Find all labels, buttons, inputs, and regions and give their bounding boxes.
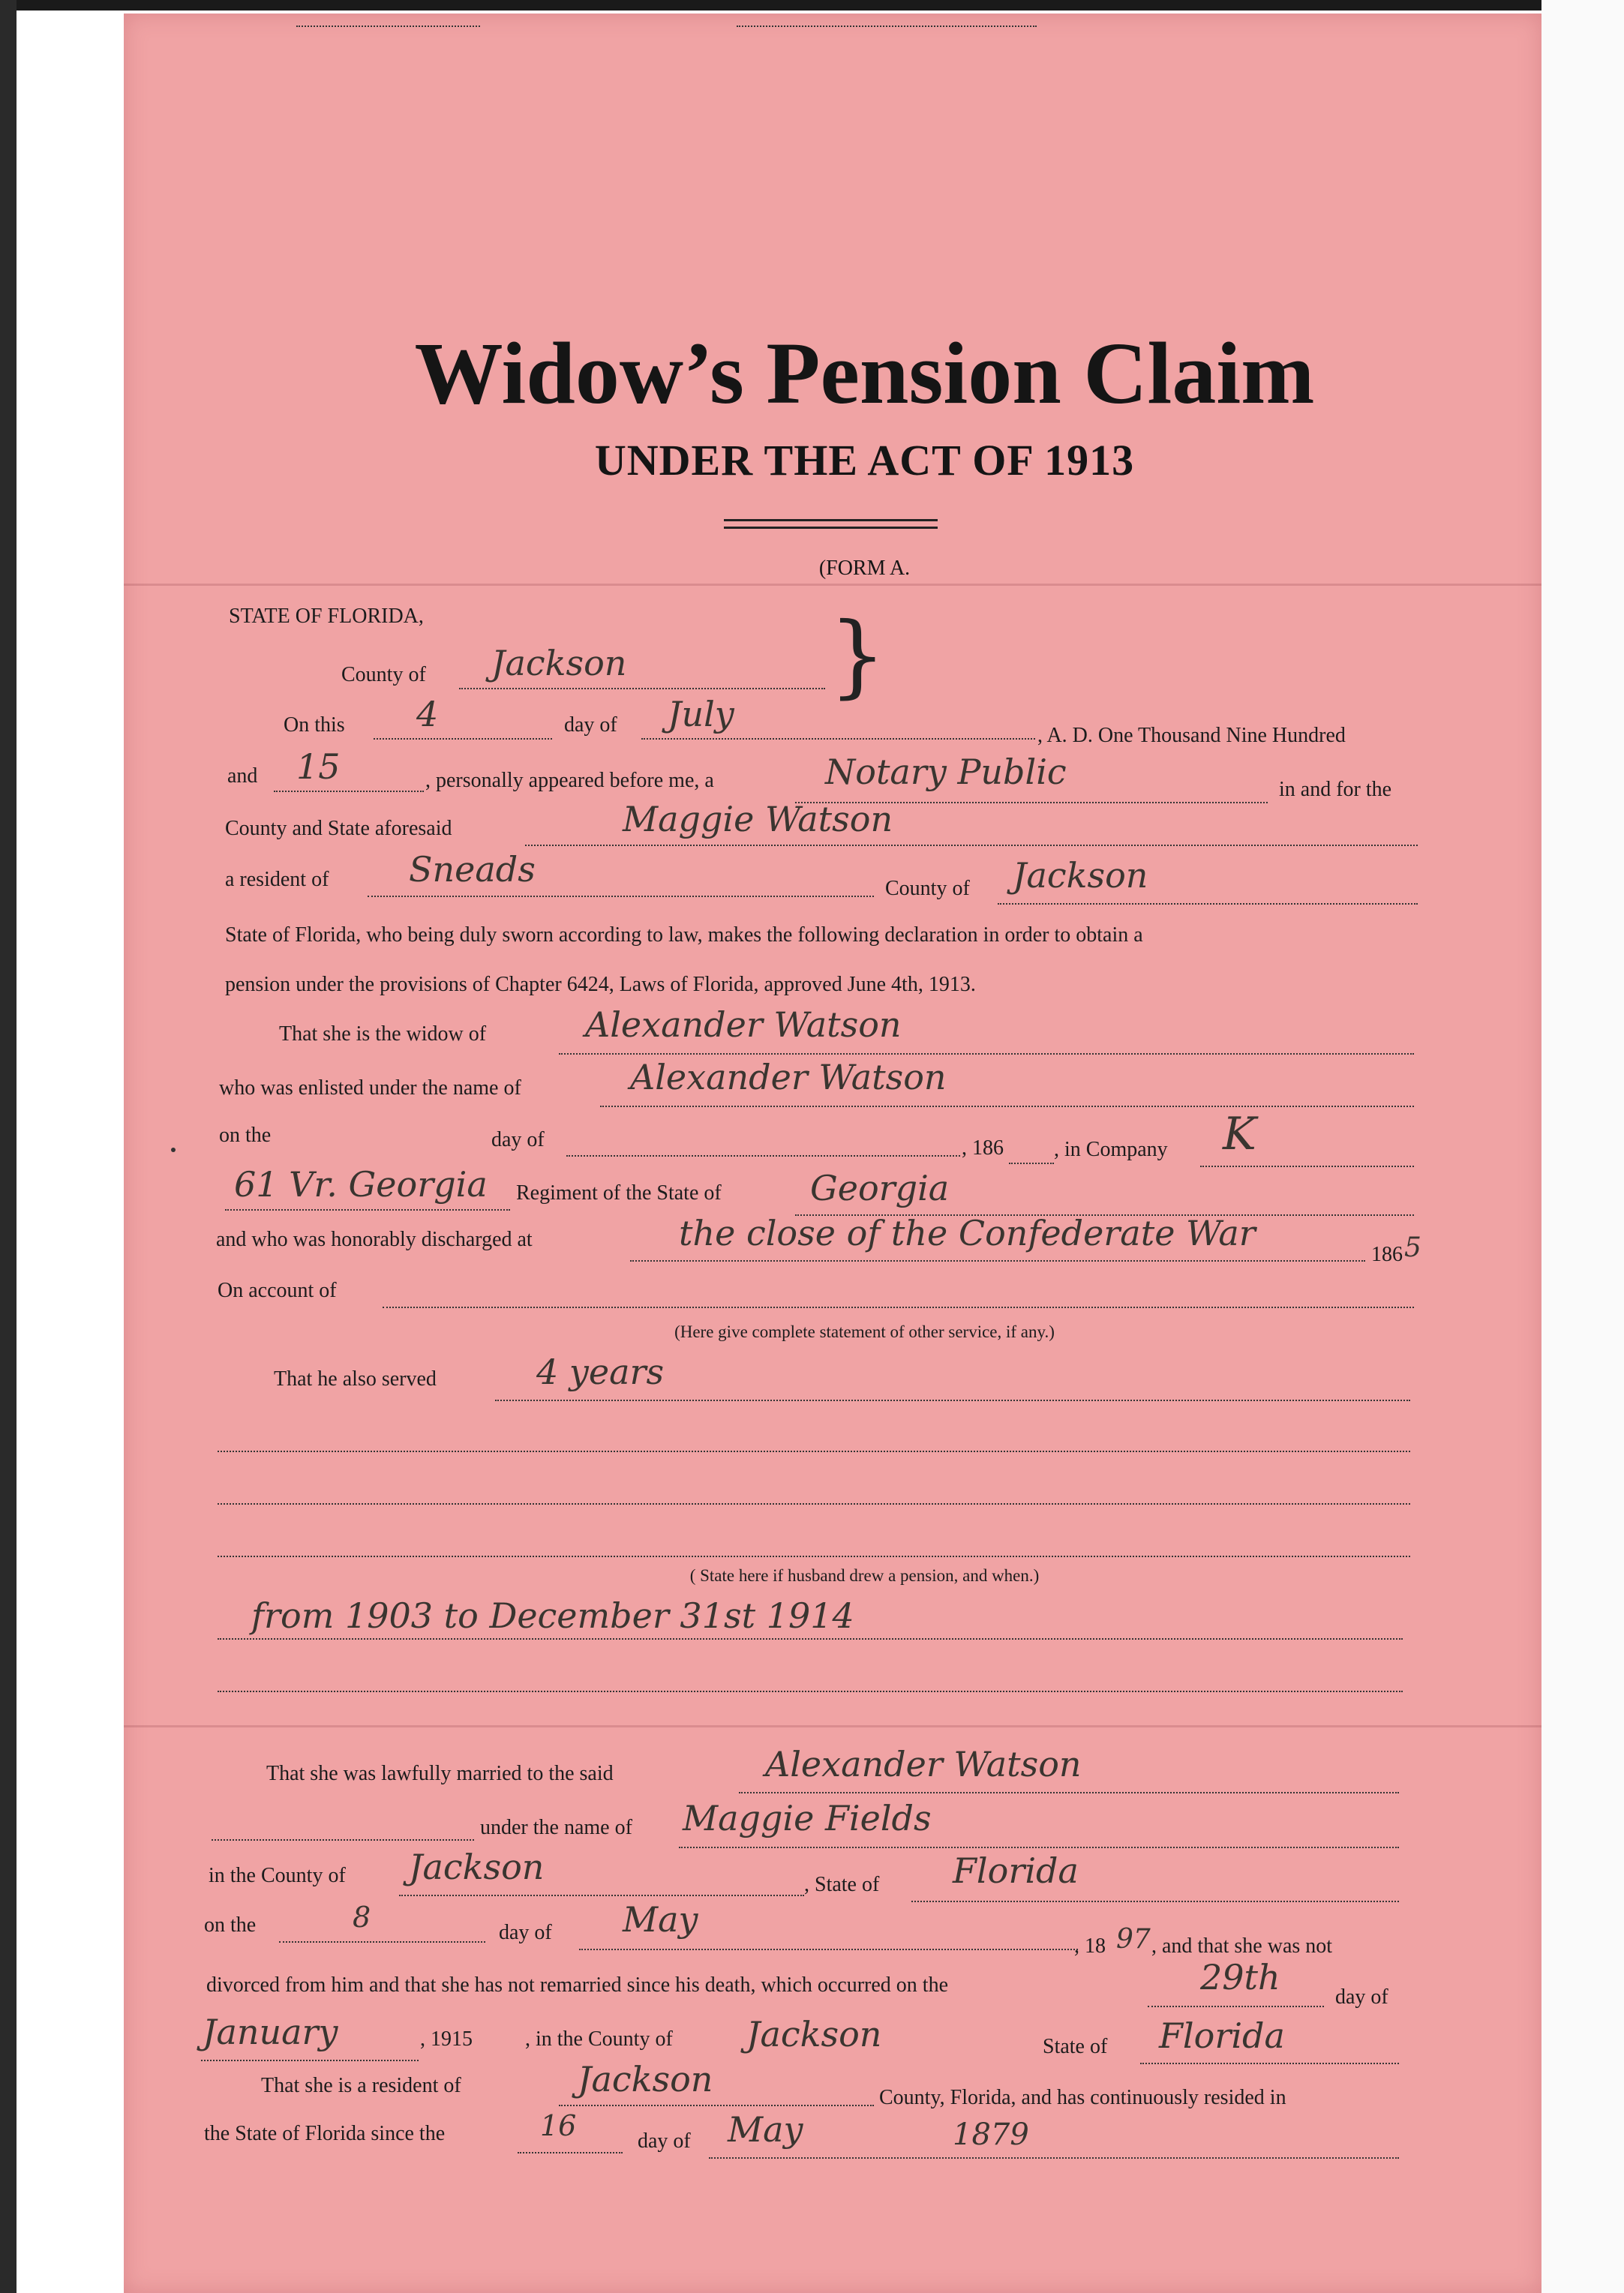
county-label: County of — [341, 663, 426, 686]
on-this-label: On this — [284, 713, 345, 737]
married-label: That she was lawfully married to the said — [266, 1762, 614, 1785]
marriage-state-value: Florida — [953, 1850, 1079, 1891]
since-year-value: 1879 — [953, 2117, 1029, 2152]
marriage-day-blank — [279, 1916, 485, 1943]
on-the-label-2: on the — [204, 1913, 257, 1937]
regiment-value: 61 Vr. Georgia — [234, 1164, 488, 1205]
margin-mark — [171, 1148, 176, 1152]
also-served-label: That he also served — [274, 1367, 437, 1391]
enlist-month-blank — [566, 1130, 960, 1157]
day-blank — [374, 713, 552, 740]
day-of-label-4: day of — [1335, 1985, 1388, 2009]
declaration-line-2: pension under the provisions of Chapter 6424, Laws of Florida, approved June 4th, 1913. — [225, 973, 976, 996]
year-186-label: , 186 — [962, 1136, 1004, 1160]
resident-of-label: a resident of — [225, 868, 329, 891]
residence-value: Sneads — [409, 849, 536, 890]
husband-value: Alexander Watson — [585, 1004, 902, 1045]
enlisted-label: who was enlisted under the name of — [219, 1076, 521, 1100]
service-note: (Here give complete statement of other service, if any.) — [674, 1322, 1055, 1341]
declaration-line-1: State of Florida, who being duly sworn according to law, makes the following declaration in order to obtain a — [225, 923, 1143, 947]
resident-text: That she is a resident of — [261, 2074, 461, 2097]
since-text: the State of Florida since the — [204, 2122, 446, 2145]
day-of-label-2: day of — [491, 1128, 545, 1151]
regiment-text: Regiment of the State of — [516, 1181, 722, 1205]
blank-line — [218, 1425, 1410, 1452]
blank-line — [218, 1530, 1410, 1557]
enlist-day-blank — [296, 0, 480, 27]
married-value: Alexander Watson — [765, 1744, 1082, 1784]
title-rule — [724, 527, 938, 529]
enlisted-value: Alexander Watson — [630, 1057, 947, 1097]
claimant-value: Maggie Watson — [623, 799, 893, 839]
under-name-lead-blank — [212, 1814, 474, 1841]
marriage-year-value: 97 — [1116, 1924, 1151, 1955]
discharged-label: and who was honorably discharged at — [216, 1228, 533, 1251]
resident-tail-text: County, Florida, and has continuously resided in — [879, 2086, 1286, 2109]
aforesaid-text: County and State aforesaid — [225, 817, 452, 840]
fold-line — [124, 584, 1541, 586]
widow-of-label: That she is the widow of — [279, 1022, 487, 1046]
company-label: , in Company — [1054, 1138, 1168, 1161]
death-county-value: Jackson — [746, 2014, 882, 2054]
marriage-county-value: Jackson — [409, 1847, 545, 1887]
county-of-label-2: County of — [885, 877, 970, 900]
on-account-blank — [383, 1281, 1414, 1308]
blank-line — [218, 1665, 1403, 1692]
since-month-value: May — [728, 2109, 803, 2150]
death-county-label: , in the County of — [525, 2027, 673, 2051]
in-and-for-text: in and for the — [1279, 778, 1392, 801]
blank-line — [218, 1478, 1410, 1505]
pension-value: from 1903 to December 31st 1914 — [251, 1595, 854, 1636]
form-title: Widow’s Pension Claim — [414, 324, 1315, 422]
day-of-label-5: day of — [638, 2129, 691, 2153]
company-value: K — [1223, 1108, 1256, 1160]
death-year-text: , 1915 — [420, 2027, 473, 2051]
county-value-2: Jackson — [1013, 855, 1148, 896]
month-value: July — [668, 694, 734, 734]
form-subtitle: UNDER THE ACT OF 1913 — [594, 436, 1135, 485]
discharge-value: the close of the Confederate War — [679, 1213, 1256, 1253]
death-county-blank — [737, 0, 1037, 27]
and-label: and — [227, 764, 258, 788]
ad-text: , A. D. One Thousand Nine Hundred — [1037, 724, 1346, 747]
fold-line — [124, 1725, 1541, 1727]
marriage-day-value: 8 — [353, 1901, 371, 1934]
year-value: 15 — [296, 746, 341, 787]
day-value: 4 — [416, 694, 439, 734]
on-the-label: on the — [219, 1124, 272, 1147]
appeared-text: , personally appeared before me, a — [425, 769, 714, 792]
regiment-state-value: Georgia — [810, 1168, 950, 1208]
enlist-year-blank — [1009, 1137, 1054, 1164]
discharge-year-value: 5 — [1404, 1232, 1421, 1263]
day-of-label: day of — [564, 713, 617, 737]
maiden-name-value: Maggie Fields — [683, 1798, 932, 1838]
scan-left-edge — [0, 0, 17, 2293]
marriage-month-value: May — [623, 1899, 698, 1940]
divorced-text: divorced from him and that she has not remarried since his death, which occurred on the — [206, 1973, 949, 1997]
discharge-year-label: 186 — [1371, 1243, 1403, 1266]
day-of-label-3: day of — [499, 1921, 552, 1944]
not-divorced-text: , and that she was not — [1151, 1934, 1333, 1958]
officer-value: Notary Public — [825, 752, 1067, 792]
form-label: (FORM A. — [818, 557, 911, 580]
death-day-value: 29th — [1200, 1957, 1280, 1997]
on-account-label: On account of — [218, 1279, 337, 1302]
state-of-label-2: State of — [1043, 2035, 1108, 2058]
marriage-year-prefix: , 18 — [1074, 1934, 1106, 1958]
under-name-label: under the name of — [480, 1816, 632, 1839]
brace: } — [829, 604, 887, 708]
county-value: Jackson — [491, 643, 627, 683]
death-state-value: Florida — [1159, 2015, 1285, 2056]
state-header: STATE OF FLORIDA, — [229, 605, 424, 628]
since-day-value: 16 — [540, 2109, 577, 2142]
since-blank — [709, 2132, 1399, 2159]
also-served-value: 4 years — [536, 1352, 665, 1392]
resident-county-value: Jackson — [578, 2059, 713, 2099]
pension-note: ( State here if husband drew a pension, and when.) — [689, 1566, 1040, 1585]
in-county-label: in the County of — [209, 1864, 346, 1887]
title-rule — [724, 519, 938, 521]
death-month-value: January — [203, 2012, 338, 2052]
state-of-label: , State of — [804, 1873, 880, 1896]
